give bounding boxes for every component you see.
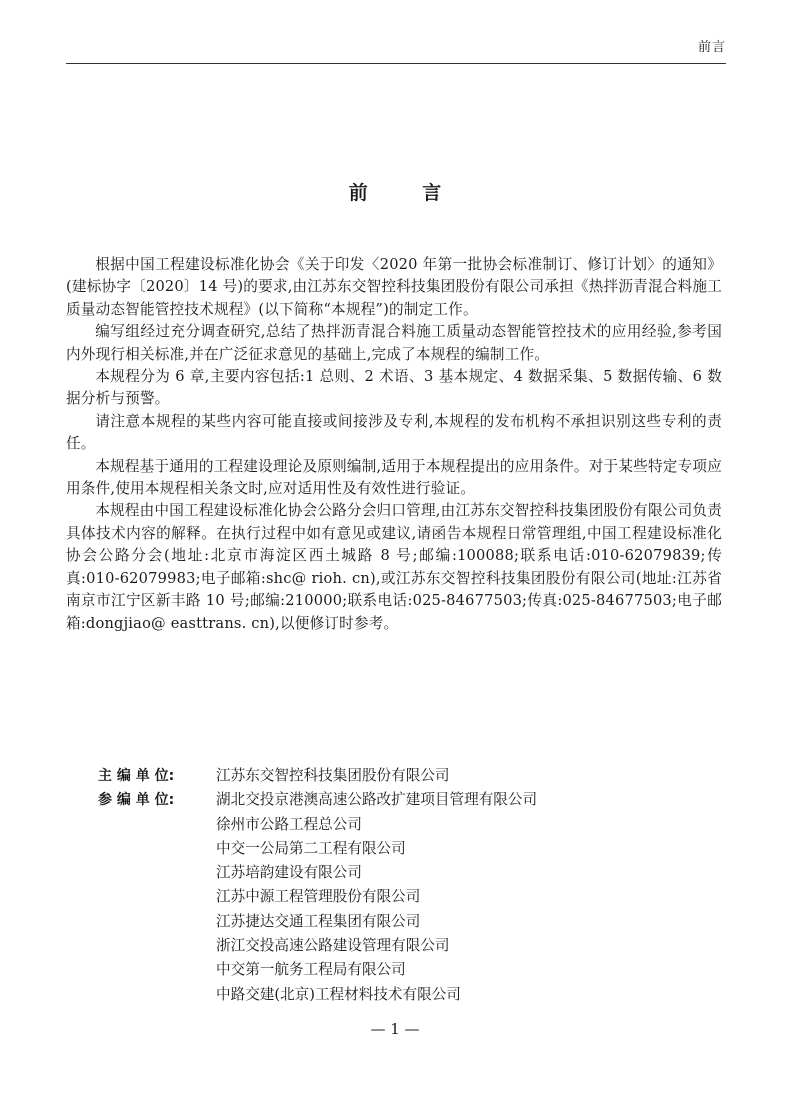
paragraph: 本规程由中国工程建设标准化协会公路分会归口管理,由江苏东交智控科技集团股份有限公司负责具体技术内容的解释。在执行过程中如有意见或建议,请函告本规程日常管理组,中国工程建设标准化协会公路分会(地址:北京市海淀区西土城路 8 号;邮编:100088;联系电话:010-62079839;传真:010-62079983;电子邮箱:shc@ rioh. cn),或江苏东交智控科技集团股份有限公司(地址:江苏省南京市江宁区新丰路 10 号;邮编:210000;联系电话:025-84677503;传真:025-84677503;电子邮箱:dongjiao@ easttrans. cn),以便修订时参考。 (66, 502, 722, 632)
paragraph: 本规程分为 6 章,主要内容包括:1 总则、2 术语、3 基本规定、4 数据采集、5 数据传输、6 数据分析与预警。 (66, 368, 722, 408)
paragraph: 根据中国工程建设标准化协会《关于印发〈2020 年第一批协会标准制订、修订计划〉的通知》(建标协字〔2020〕14 号)的要求,由江苏东交智控科技集团股份有限公司承担《热拌沥青混合料施工质量动态智能管控技术规程》(以下简称“本规程”)的制定工作。 (66, 256, 722, 318)
participating-unit: 中交第一航务工程局有限公司 (216, 961, 406, 979)
chief-editor-unit-label: 主 编 单 位: (98, 768, 175, 784)
header-divider (66, 63, 726, 64)
participating-units-label: 参 编 单 位: (98, 792, 175, 809)
participating-unit: 浙江交投高速公路建设管理有限公司 (216, 937, 450, 955)
participating-unit: 江苏捷达交通工程集团有限公司 (216, 912, 421, 930)
participating-unit: 江苏培韵建设有限公司 (216, 864, 362, 882)
paragraph: 编写组经过充分调查研究,总结了热拌沥青混合料施工质量动态智能管控技术的应用经验,参考国内外现行相关标准,并在广泛征求意见的基础上,完成了本规程的编制工作。 (66, 323, 722, 363)
editorial-units (98, 764, 718, 1007)
paragraph: 请注意本规程的某些内容可能直接或间接涉及专利,本规程的发布机构不承担识别这些专利的责任。 (66, 412, 722, 453)
participating-units-list (216, 788, 537, 1007)
participating-unit: 徐州市公路工程总公司 (216, 815, 362, 833)
participating-unit: 江苏中源工程管理股份有限公司 (216, 888, 421, 906)
participating-unit: 中路交建(北京)工程材料技术有限公司 (216, 985, 461, 1003)
participating-units-row (98, 788, 718, 1007)
running-header: 前言 (697, 40, 726, 55)
paragraph: 本规程基于通用的工程建设理论及原则编制,适用于本规程提出的应用条件。对于某些特定专项应用条件,使用本规程相关条文时,应对适用性及有效性进行验证。 (66, 457, 722, 498)
chief-editor-unit-name: 江苏东交智控科技集团股份有限公司 (216, 767, 450, 784)
participating-unit: 湖北交投京港澳高速公路改扩建项目管理有限公司 (216, 791, 538, 809)
participating-unit: 中交一公局第二工程有限公司 (216, 839, 406, 857)
chief-editor-unit-row (98, 764, 718, 788)
preface-body (66, 254, 722, 635)
page-title: 前 言 (348, 182, 466, 204)
page-number: — 1 — (370, 1020, 420, 1038)
